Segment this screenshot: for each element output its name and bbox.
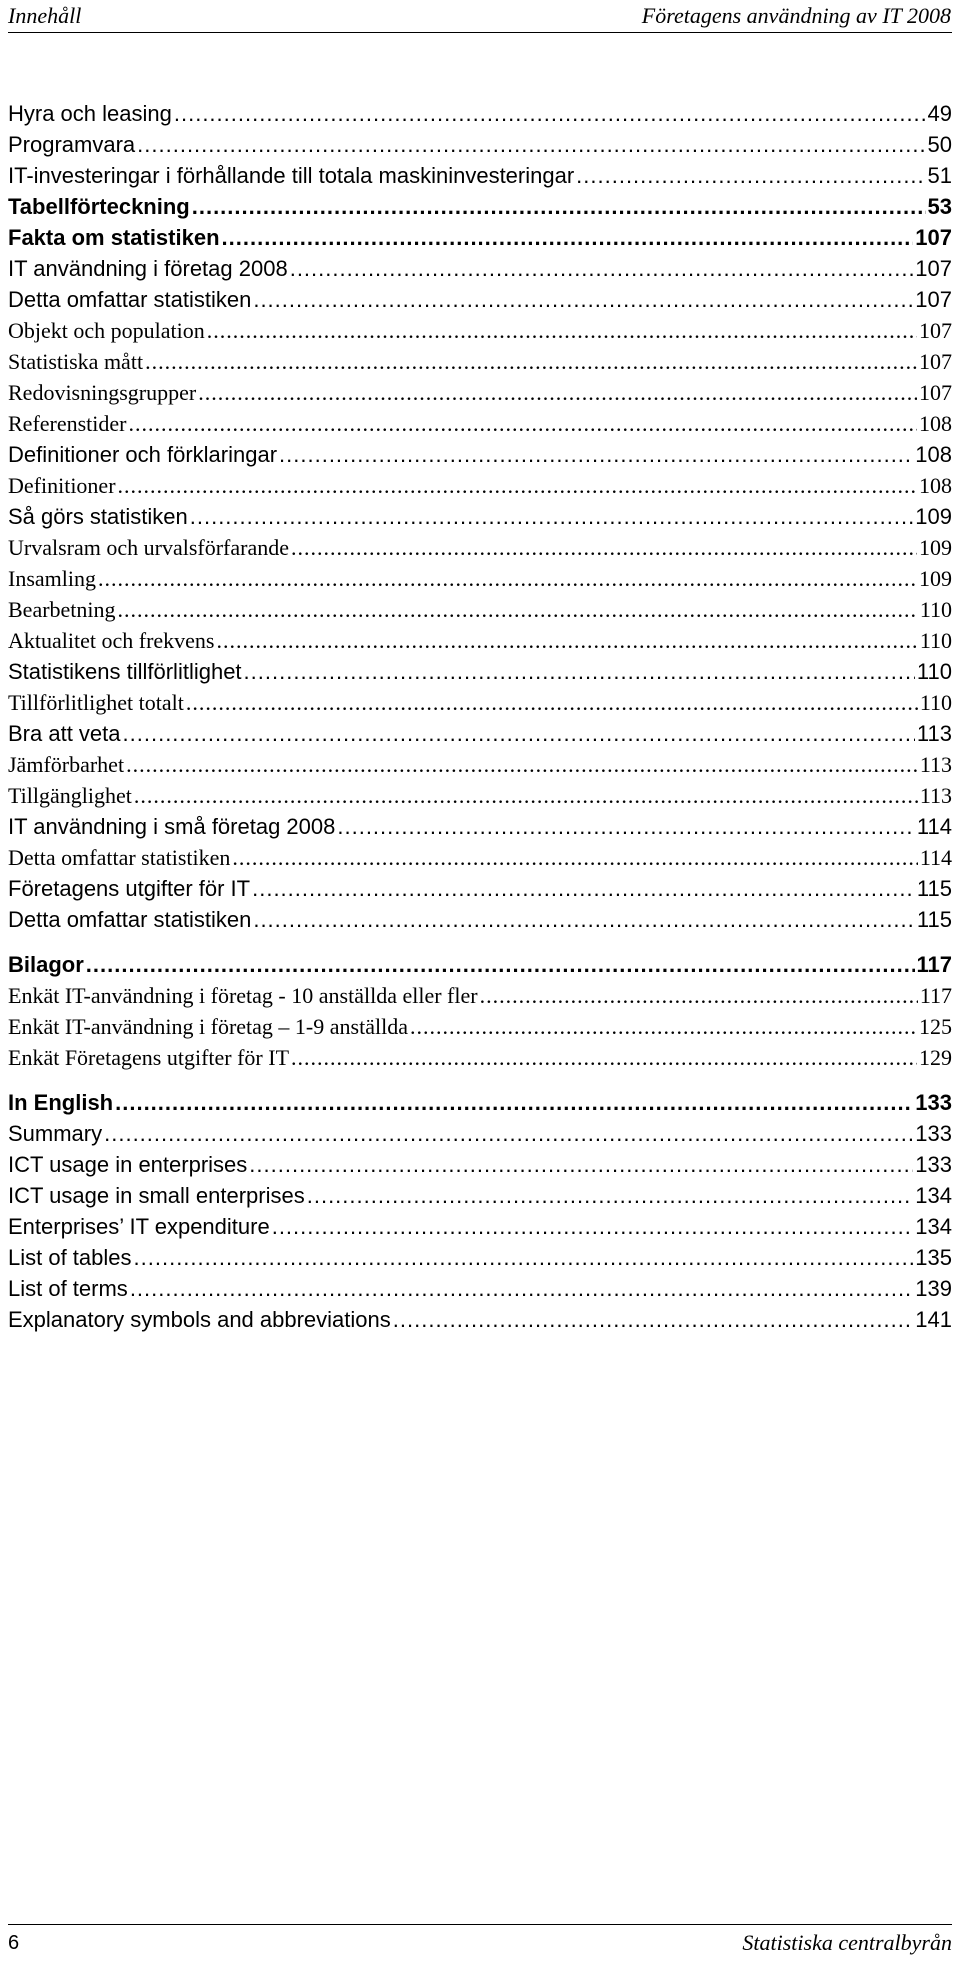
page-number: 107 xyxy=(915,256,952,281)
dot-leader xyxy=(252,873,915,904)
dot-leader xyxy=(290,253,914,284)
page-footer xyxy=(8,1924,952,1961)
toc-entry-bilagor[interactable]: Bilagor ..... 117 xyxy=(8,949,952,980)
dot-leader xyxy=(134,780,918,811)
page-number: 107 xyxy=(919,318,952,343)
toc-entry-statistikens-tillforlitlighet[interactable]: Statistikens tillförlitlighet ..... 110 xyxy=(8,656,952,687)
dot-leader xyxy=(118,594,918,625)
dot-leader xyxy=(118,470,917,501)
dot-leader xyxy=(272,1211,914,1242)
page-number: 108 xyxy=(919,473,952,498)
dot-leader xyxy=(291,1042,917,1073)
page-number: 51 xyxy=(927,163,952,188)
page-number: 110 xyxy=(919,628,952,653)
table-of-contents xyxy=(8,98,952,1335)
dot-leader xyxy=(222,222,914,253)
page-number: 114 xyxy=(919,845,952,870)
page-number: 117 xyxy=(919,983,952,1008)
dot-leader xyxy=(249,1149,913,1180)
toc-entry-definitioner[interactable]: Definitioner ..... 108 xyxy=(8,470,952,501)
page-number: 133 xyxy=(915,1090,952,1115)
dot-leader xyxy=(145,346,917,377)
dot-leader xyxy=(126,749,918,780)
dot-leader xyxy=(190,501,914,532)
toc-entry-urvalsram[interactable]: Urvalsram och urvalsförfarande ..... 109 xyxy=(8,532,952,563)
toc-entry-fakta-om-statistiken[interactable]: Fakta om statistiken ..... 107 xyxy=(8,222,952,253)
dot-leader xyxy=(307,1180,914,1211)
toc-entry-foretagens-utgifter-for-it[interactable]: Företagens utgifter för IT ..... 115 xyxy=(8,873,952,904)
dot-leader xyxy=(279,439,913,470)
publisher-name: Statistiska centralbyrån xyxy=(742,1930,952,1955)
dot-leader xyxy=(115,1087,913,1118)
dot-leader xyxy=(207,315,917,346)
page-number: 133 xyxy=(915,1121,952,1146)
dot-leader xyxy=(129,408,918,439)
toc-entry-enkat-utgifter-for-it[interactable]: Enkät Företagens utgifter för IT ..... 129 xyxy=(8,1042,952,1073)
dot-leader xyxy=(98,563,917,594)
toc-entry-enkat-1-9-anstallda[interactable]: Enkät IT-användning i företag – 1-9 anställda ..... 125 xyxy=(8,1011,952,1042)
dot-leader xyxy=(253,904,915,935)
toc-entry-redovisningsgrupper[interactable]: Redovisningsgrupper ..... 107 xyxy=(8,377,952,408)
dot-leader xyxy=(337,811,915,842)
toc-entry-summary[interactable]: Summary ..... 133 xyxy=(8,1118,952,1149)
toc-entry-programvara[interactable]: Programvara ..... 50 xyxy=(8,129,952,160)
toc-entry-sa-gors-statistiken[interactable]: Så görs statistiken ..... 109 xyxy=(8,501,952,532)
dot-leader xyxy=(410,1011,917,1042)
page-number: 133 xyxy=(915,1152,952,1177)
toc-entry-it-anvandning-i-foretag[interactable]: IT användning i företag 2008 ..... 107 xyxy=(8,253,952,284)
toc-entry-it-anvandning-i-sma-foretag[interactable]: IT användning i små företag 2008 ..... 114 xyxy=(8,811,952,842)
page-number: 108 xyxy=(915,442,952,467)
toc-entry-objekt-och-population[interactable]: Objekt och population ..... 107 xyxy=(8,315,952,346)
section-label: Innehåll xyxy=(8,3,82,28)
dot-leader xyxy=(104,1118,913,1149)
toc-entry-ict-usage-in-small-enterprises[interactable]: ICT usage in small enterprises ..... 134 xyxy=(8,1180,952,1211)
page-number: 107 xyxy=(919,380,952,405)
page-number: 107 xyxy=(915,225,952,250)
page-number: 113 xyxy=(919,783,952,808)
toc-entry-it-investeringar[interactable]: IT-investeringar i förhållande till totala maskininvesteringar ..... 51 xyxy=(8,160,952,191)
page-number: 107 xyxy=(919,349,952,374)
page-number: 139 xyxy=(915,1276,952,1301)
page-number: 134 xyxy=(915,1214,952,1239)
dot-leader xyxy=(186,687,918,718)
dot-leader xyxy=(576,160,925,191)
toc-entry-detta-omfattar-statistiken[interactable]: Detta omfattar statistiken ..... 107 xyxy=(8,284,952,315)
page-number: 115 xyxy=(916,876,952,901)
toc-entry-in-english[interactable]: In English ..... 133 xyxy=(8,1087,952,1118)
page-number: 113 xyxy=(916,721,952,746)
toc-entry-tabellforteckning[interactable]: Tabellförteckning ..... 53 xyxy=(8,191,952,222)
page-number: 50 xyxy=(927,132,952,157)
page-number: 109 xyxy=(919,566,952,591)
dot-leader xyxy=(244,656,915,687)
toc-entry-list-of-terms[interactable]: List of terms ..... 139 xyxy=(8,1273,952,1304)
toc-entry-detta-omfattar-statistiken-2[interactable]: Detta omfattar statistiken ..... 114 xyxy=(8,842,952,873)
page-number: 117 xyxy=(916,952,952,977)
dot-leader xyxy=(123,718,915,749)
dot-leader xyxy=(134,1242,914,1273)
toc-entry-enkat-10-anstallda[interactable]: Enkät IT-användning i företag - 10 anställda eller fler ..... 117 xyxy=(8,980,952,1011)
page-number: 135 xyxy=(915,1245,952,1270)
toc-entry-jamforbarhet[interactable]: Jämförbarhet ..... 113 xyxy=(8,749,952,780)
page-number: 115 xyxy=(916,907,952,932)
toc-entry-list-of-tables[interactable]: List of tables ..... 135 xyxy=(8,1242,952,1273)
page-number: 134 xyxy=(915,1183,952,1208)
dot-leader xyxy=(480,980,918,1011)
toc-entry-ict-usage-in-enterprises[interactable]: ICT usage in enterprises ..... 133 xyxy=(8,1149,952,1180)
toc-entry-explanatory-symbols[interactable]: Explanatory symbols and abbreviations ..... 141 xyxy=(8,1304,952,1335)
toc-entry-hyra-och-leasing[interactable]: Hyra och leasing ..... 49 xyxy=(8,98,952,129)
page-number: 114 xyxy=(916,814,952,839)
page-number: 109 xyxy=(919,535,952,560)
dot-leader xyxy=(217,625,918,656)
dot-leader xyxy=(86,949,915,980)
toc-entry-detta-omfattar-statistiken-3[interactable]: Detta omfattar statistiken ..... 115 xyxy=(8,904,952,935)
dot-leader xyxy=(192,191,926,222)
page-number: 108 xyxy=(919,411,952,436)
toc-entry-tillganglighet[interactable]: Tillgänglighet ..... 113 xyxy=(8,780,952,811)
page-number: 110 xyxy=(919,690,952,715)
dot-leader xyxy=(137,129,925,160)
page-number: 129 xyxy=(919,1045,952,1070)
dot-leader xyxy=(232,842,917,873)
page-number: 107 xyxy=(915,287,952,312)
page-number: 53 xyxy=(927,194,952,219)
page-number: 110 xyxy=(919,597,952,622)
page-number: 49 xyxy=(927,101,952,126)
toc-entry-aktualitet-och-frekvens[interactable]: Aktualitet och frekvens ..... 110 xyxy=(8,625,952,656)
dot-leader xyxy=(130,1273,913,1304)
dot-leader xyxy=(291,532,917,563)
dot-leader xyxy=(174,98,926,129)
page-number: 109 xyxy=(915,504,952,529)
dot-leader xyxy=(393,1304,914,1335)
toc-entry-tillforlitlighet-totalt[interactable]: Tillförlitlighet totalt ..... 110 xyxy=(8,687,952,718)
toc-entry-definitioner-och-forklaringar[interactable]: Definitioner och förklaringar ..... 108 xyxy=(8,439,952,470)
toc-entry-enterprises-it-expenditure[interactable]: Enterprises’ IT expenditure ..... 134 xyxy=(8,1211,952,1242)
toc-entry-bearbetning[interactable]: Bearbetning ..... 110 xyxy=(8,594,952,625)
toc-entry-bra-att-veta[interactable]: Bra att veta ..... 113 xyxy=(8,718,952,749)
toc-entry-insamling[interactable]: Insamling ..... 109 xyxy=(8,563,952,594)
toc-entry-referenstider[interactable]: Referenstider ..... 108 xyxy=(8,408,952,439)
running-header xyxy=(8,0,952,33)
page-number: 110 xyxy=(916,659,952,684)
footer-page-number: 6 xyxy=(8,1931,20,1954)
publication-title: Företagens användning av IT 2008 xyxy=(641,3,951,28)
toc-entry-statistiska-matt[interactable]: Statistiska mått ..... 107 xyxy=(8,346,952,377)
page-number: 113 xyxy=(919,752,952,777)
page-number: 141 xyxy=(915,1307,952,1332)
page-number: 125 xyxy=(919,1014,952,1039)
dot-leader xyxy=(198,377,917,408)
dot-leader xyxy=(253,284,913,315)
